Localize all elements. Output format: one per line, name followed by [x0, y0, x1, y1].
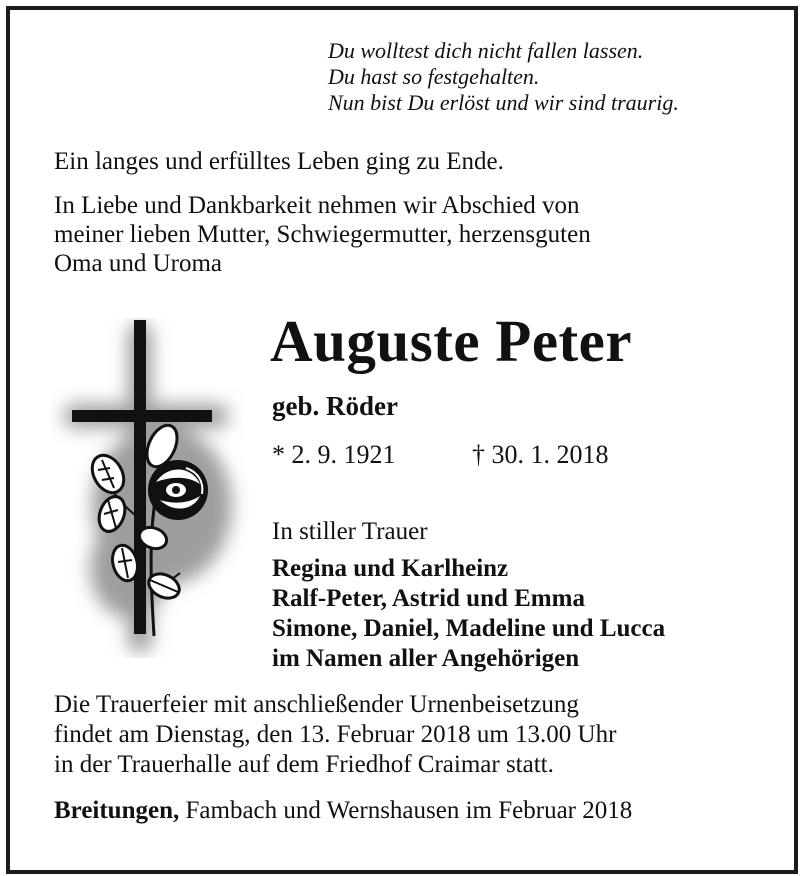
footer-rest: Fambach und Wernshausen im Februar 2018 [179, 797, 633, 824]
intro-paragraph [54, 191, 591, 278]
intro-text: In Liebe und Dankbarkeit nehmen wir Abschied von [54, 192, 580, 219]
mourner-line: Ralf-Peter, Astrid und Emma [272, 585, 585, 612]
ceremony-line: Die Trauerfeier mit anschließender Urnenbeisetzung [54, 691, 579, 718]
footer-location [54, 796, 632, 826]
mourners-list [272, 554, 665, 674]
cross-with-rose-icon [50, 318, 250, 658]
intro-text: meiner lieben Mutter, Schwiegermutter, herzensguten [54, 221, 591, 248]
mourners-heading: In stiller Trauer [272, 518, 428, 545]
death-date: † 30. 1. 2018 [472, 440, 609, 469]
mourner-line: Simone, Daniel, Madeline und Lucca [272, 615, 666, 642]
intro-line: Ein langes und erfülltes Leben ging zu Ende. [54, 148, 504, 175]
birth-name: geb. Röder [272, 391, 398, 421]
birth-date: * 2. 9. 1921 [272, 440, 396, 469]
verse-line: Du wolltest dich nicht fallen lassen. [328, 38, 644, 63]
ceremony-info [54, 690, 616, 780]
verse-line: Nun bist Du erlöst und wir sind traurig. [328, 90, 679, 115]
verse [328, 38, 679, 116]
verse-line: Du hast so festgehalten. [328, 64, 540, 89]
intro-text: Oma und Uroma [54, 250, 223, 277]
footer-place: Breitungen, [54, 797, 180, 824]
ceremony-line: in der Trauerhalle auf dem Friedhof Craimar statt. [54, 751, 554, 778]
deceased-name: Auguste Peter [270, 308, 633, 374]
mourner-line: Regina und Karlheinz [272, 555, 509, 582]
mourner-line: im Namen aller Angehörigen [272, 645, 580, 672]
ceremony-line: findet am Dienstag, den 13. Februar 2018 um 13.00 Uhr [54, 721, 617, 748]
